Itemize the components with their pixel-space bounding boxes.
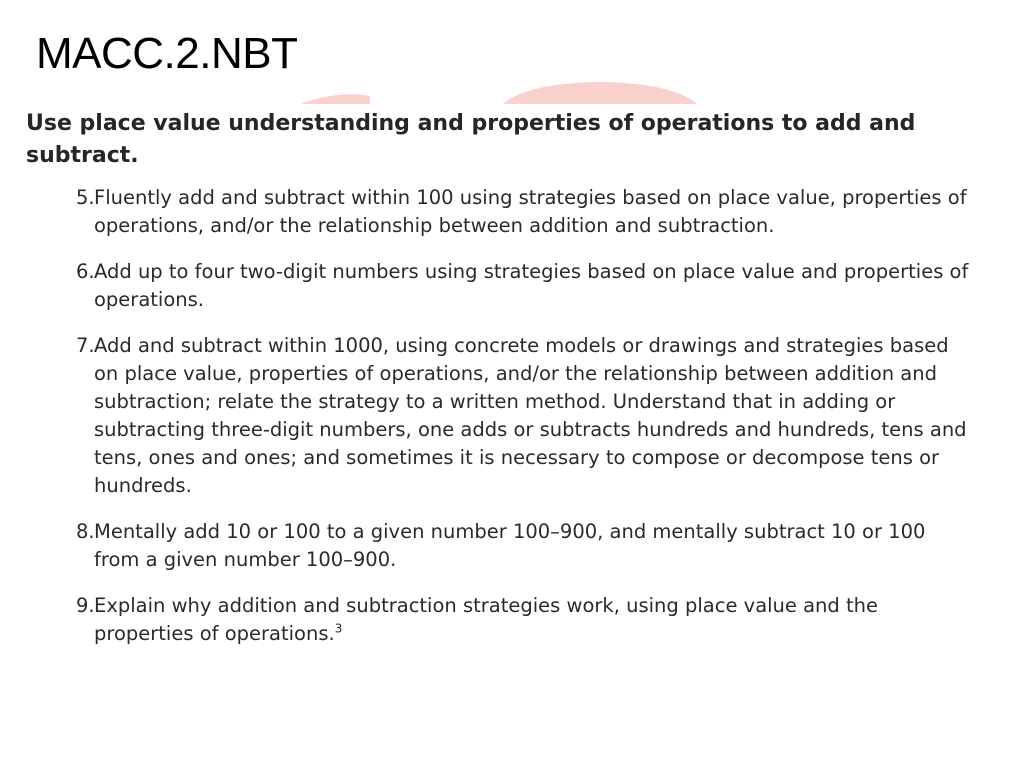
standard-item [26,184,976,240]
standard-text-body: Explain why addition and subtraction strategies work, using place value and the properties of operations. [94,594,878,645]
standard-text: Add up to four two-digit numbers using strategies based on place value and properties of operations. [94,260,969,311]
standards-list [26,184,976,648]
standard-item [26,518,976,574]
standard-text [94,592,976,648]
slide-title: MACC.2.NBT [36,29,298,78]
decorative-graphic [300,72,700,104]
standard-text: Mentally add 10 or 100 to a given number 100–900, and mentally subtract 10 or 100 from a given number 100–900. [94,520,926,571]
standard-number: 5. [76,186,95,209]
standards-content [26,108,976,666]
standard-number: 8. [76,520,95,543]
standard-number: 6. [76,260,95,283]
section-heading: Use place value understanding and properties of operations to add and subtract. [26,111,916,168]
standard-item [26,332,976,500]
standard-item [26,592,976,648]
standard-item [26,258,976,314]
footnote-marker: 3 [334,621,343,636]
standard-text: Add and subtract within 1000, using concrete models or drawings and strategies based on place value, properties of operations, and/or the relationship between addition and subtraction; relate the strategy to a written method. Understand that in adding or subtracting three-digit numbers, one adds or subtracts hundreds and hundreds, tens and tens, ones and ones; and sometimes it is necessary to compose or decompose tens or hundreds. [94,334,967,497]
standard-number: 7. [76,334,95,357]
standard-text: Fluently add and subtract within 100 using strategies based on place value, properties of operations, and/or the relationship between addition and subtraction. [94,186,967,237]
standard-number: 9. [76,594,95,617]
